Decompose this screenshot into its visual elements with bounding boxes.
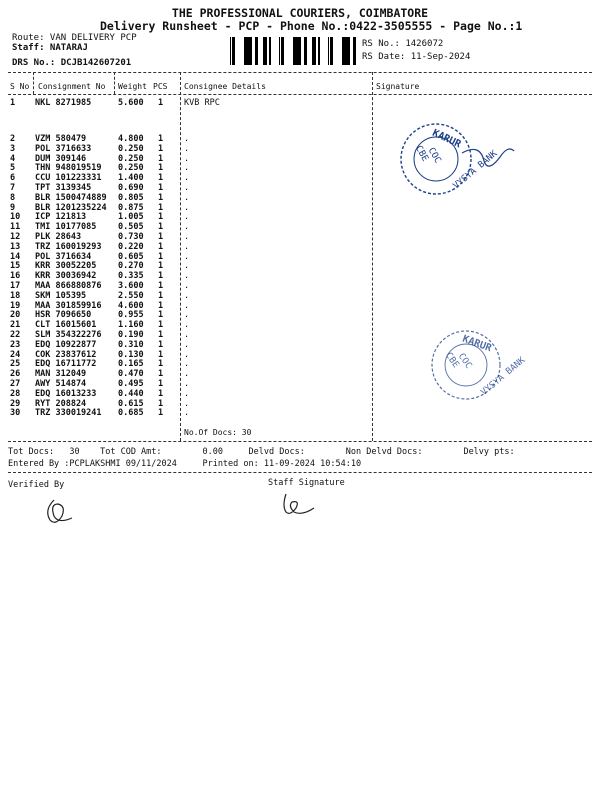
row-weight: 0.310 (118, 339, 144, 350)
divider-footer (8, 472, 592, 473)
row-pcs: 1 (158, 98, 164, 108)
row-pcs: 1 (158, 349, 164, 360)
row-consignee: . (184, 183, 190, 193)
column-header-pcs: PCS (153, 82, 168, 91)
row-weight: 0.690 (118, 183, 144, 193)
row-pcs: 1 (158, 251, 164, 262)
row-consignee: . (184, 241, 190, 252)
row-sno: 14 (10, 251, 21, 262)
row-consignee: . (184, 281, 190, 291)
row-sno: 13 (10, 241, 21, 252)
row-consignee: . (184, 173, 190, 184)
row-weight: 3.600 (118, 281, 144, 291)
row-consignment-no: HSR 7096650 (35, 310, 92, 321)
row-pcs: 1 (158, 202, 164, 213)
row-consignment-no: CLT 16015601 (35, 320, 97, 331)
barcode-image (229, 37, 357, 65)
row-pcs: 1 (158, 290, 164, 301)
row-weight: 0.495 (118, 379, 144, 389)
staff-signature-mark (280, 490, 320, 518)
row-consignee: . (184, 388, 190, 399)
runsheet-title: Delivery Runsheet - PCP - Phone No.:0422-3505555 - Page No.:1 (100, 19, 523, 33)
row-weight: 0.270 (118, 261, 144, 272)
row-sno: 10 (10, 212, 21, 223)
row-pcs: 1 (158, 310, 164, 321)
column-header-sno: S No (10, 82, 30, 91)
row-pcs: 1 (158, 271, 164, 282)
row-consignee: . (184, 290, 190, 301)
row-sno: 27 (10, 379, 21, 389)
row-pcs: 1 (158, 232, 164, 242)
row-sno: 12 (10, 232, 21, 242)
row-sno: 6 (10, 173, 16, 184)
divider-header (8, 94, 592, 95)
rs-date: RS Date: 11-Sep-2024 (362, 52, 471, 62)
row-pcs: 1 (158, 379, 164, 389)
no-of-docs: No.Of Docs: 30 (184, 428, 252, 437)
row-consignee: . (184, 192, 190, 203)
row-consignment-no: VZM 580479 (35, 134, 87, 144)
row-weight: 0.165 (118, 359, 144, 370)
row-consignment-no: RYT 208824 (35, 398, 87, 409)
row-consignee: . (184, 251, 190, 262)
drs-number: DRS No.: DCJB142607201 (12, 58, 132, 68)
row-consignee: . (184, 398, 190, 409)
row-consignment-no: KRR 30052205 (35, 261, 97, 272)
divider-table-end (8, 441, 592, 442)
row-weight: 4.800 (118, 134, 144, 144)
row-sno: 18 (10, 290, 21, 301)
row-pcs: 1 (158, 212, 164, 223)
row-sno: 26 (10, 369, 21, 380)
column-header-consignee: Consignee Details (184, 82, 266, 91)
row-pcs: 1 (158, 300, 164, 311)
row-consignee: . (184, 153, 190, 164)
row-sno: 4 (10, 153, 16, 164)
row-sno: 3 (10, 143, 16, 154)
bank-seal-stamp (392, 113, 522, 203)
row-consignee: . (184, 379, 190, 389)
row-pcs: 1 (158, 359, 164, 370)
row-weight: 0.875 (118, 202, 144, 213)
verifier-signature (40, 496, 80, 528)
row-consignment-no: POL 3716634 (35, 251, 92, 262)
row-consignee: . (184, 310, 190, 321)
row-consignee: . (184, 320, 190, 331)
row-consignee: . (184, 143, 190, 154)
row-consignment-no: AWY 514874 (35, 379, 87, 389)
row-weight: 0.220 (118, 241, 144, 252)
row-pcs: 1 (158, 408, 164, 419)
row-pcs: 1 (158, 339, 164, 350)
row-sno: 2 (10, 134, 16, 144)
row-sno: 30 (10, 408, 21, 419)
row-pcs: 1 (158, 330, 164, 340)
row-pcs: 1 (158, 134, 164, 144)
row-sno: 21 (10, 320, 21, 331)
row-pcs: 1 (158, 241, 164, 252)
row-consignment-no: TRZ 330019241 (35, 408, 102, 419)
row-weight: 0.470 (118, 369, 144, 380)
row-weight: 0.335 (118, 271, 144, 282)
row-weight: 1.400 (118, 173, 144, 184)
row-consignee: . (184, 212, 190, 223)
row-consignee: . (184, 261, 190, 272)
row-sno: 22 (10, 330, 21, 340)
row-consignment-no: SKM 105395 (35, 290, 87, 301)
row-pcs: 1 (158, 222, 164, 233)
route-label: Route: VAN DELIVERY PCP (12, 33, 137, 43)
col-divider (114, 72, 115, 94)
row-weight: 0.190 (118, 330, 144, 340)
row-sno: 17 (10, 281, 21, 291)
row-consignee: . (184, 369, 190, 380)
row-sno: 29 (10, 398, 21, 409)
row-consignment-no: EDQ 16013233 (35, 388, 97, 399)
row-pcs: 1 (158, 153, 164, 164)
svg-text:CBE: CBE (443, 350, 461, 370)
row-sno: 11 (10, 222, 21, 233)
row-sno: 24 (10, 349, 21, 360)
row-pcs: 1 (158, 369, 164, 380)
row-weight: 0.615 (118, 398, 144, 409)
row-sno: 1 (10, 98, 16, 108)
row-sno: 5 (10, 163, 16, 174)
row-weight: 0.250 (118, 163, 144, 174)
row-weight: 1.005 (118, 212, 144, 223)
row-pcs: 1 (158, 183, 164, 193)
rs-number: RS No.: 1426072 (362, 39, 444, 49)
entered-by-line: Entered By :PCPLAKSHMI 09/11/2024 Printed on: 11-09-2024 10:54:10 (8, 459, 362, 469)
row-weight: 0.955 (118, 310, 144, 321)
row-consignee: . (184, 349, 190, 360)
row-weight: 0.605 (118, 251, 144, 262)
row-consignment-no: PLK 28643 (35, 232, 82, 242)
row-consignee: . (184, 134, 190, 144)
row-pcs: 1 (158, 398, 164, 409)
row-consignment-no: ICP 121813 (35, 212, 87, 223)
row-pcs: 1 (158, 388, 164, 399)
row-pcs: 1 (158, 173, 164, 184)
row-weight: 0.505 (118, 222, 144, 233)
row-consignee: . (184, 232, 190, 242)
row-weight: 0.130 (118, 349, 144, 360)
row-pcs: 1 (158, 261, 164, 272)
bank-seal-stamp (420, 320, 528, 410)
row-weight: 4.600 (118, 300, 144, 311)
row-consignment-no: TRZ 160019293 (35, 241, 102, 252)
row-weight: 0.730 (118, 232, 144, 242)
row-consignment-no: DUM 309146 (35, 153, 87, 164)
row-consignment-no: MAA 301859916 (35, 300, 102, 311)
totals-line: Tot Docs: 30 Tot COD Amt: 0.00 Delvd Docs: Non Delvd Docs: Delvy pts: (8, 447, 515, 457)
row-consignee: KVB RPC (184, 98, 220, 108)
row-consignment-no: MAA 866880876 (35, 281, 102, 291)
row-consignment-no: NKL 8271985 (35, 98, 92, 108)
row-weight: 2.550 (118, 290, 144, 301)
row-consignment-no: POL 3716633 (35, 143, 92, 154)
row-weight: 1.160 (118, 320, 144, 331)
row-consignee: . (184, 300, 190, 311)
row-consignment-no: EDQ 10922877 (35, 339, 97, 350)
col-divider (180, 72, 181, 441)
svg-text:COC: COC (455, 351, 474, 371)
row-sno: 25 (10, 359, 21, 370)
row-sno: 8 (10, 192, 16, 203)
row-pcs: 1 (158, 281, 164, 291)
row-sno: 28 (10, 388, 21, 399)
row-sno: 16 (10, 271, 21, 282)
row-sno: 9 (10, 202, 16, 213)
col-divider (33, 72, 34, 94)
row-consignment-no: EDQ 16711772 (35, 359, 97, 370)
svg-text:KARUR: KARUR (460, 333, 493, 355)
svg-text:VYSYA BANK: VYSYA BANK (451, 148, 500, 192)
row-consignment-no: KRR 30036942 (35, 271, 97, 282)
row-consignment-no: CCU 101223331 (35, 173, 102, 184)
row-consignee: . (184, 222, 190, 233)
row-sno: 23 (10, 339, 21, 350)
row-sno: 20 (10, 310, 21, 321)
row-weight: 5.600 (118, 98, 144, 108)
svg-text:VYSYA BANK: VYSYA BANK (479, 355, 528, 398)
row-weight: 0.250 (118, 143, 144, 154)
column-header-consignment: Consignment No (38, 82, 106, 91)
row-consignment-no: COK 23837612 (35, 349, 97, 360)
row-consignee: . (184, 408, 190, 419)
row-sno: 7 (10, 183, 16, 193)
row-consignment-no: BLR 1500474889 (35, 192, 107, 203)
row-consignee: . (184, 163, 190, 174)
col-divider (372, 72, 373, 441)
row-consignment-no: TMI 10177085 (35, 222, 97, 233)
row-weight: 0.685 (118, 408, 144, 419)
row-consignment-no: BLR 1201235224 (35, 202, 107, 213)
row-consignment-no: SLM 354322276 (35, 330, 102, 340)
row-pcs: 1 (158, 192, 164, 203)
row-consignee: . (184, 202, 190, 213)
row-consignment-no: THN 948019519 (35, 163, 102, 174)
row-consignee: . (184, 330, 190, 340)
row-consignee: . (184, 359, 190, 370)
row-weight: 0.805 (118, 192, 144, 203)
row-sno: 19 (10, 300, 21, 311)
row-consignment-no: MAN 312049 (35, 369, 87, 380)
svg-text:CBE: CBE (413, 144, 430, 164)
row-weight: 0.250 (118, 153, 144, 164)
column-header-signature: Signature (376, 82, 420, 91)
divider-top (8, 72, 592, 73)
staff-signature-label: Staff Signature (268, 478, 345, 488)
company-title: THE PROFESSIONAL COURIERS, COIMBATORE (171, 6, 429, 20)
row-consignment-no: TPT 3139345 (35, 183, 92, 193)
row-sno: 15 (10, 261, 21, 272)
row-weight: 0.440 (118, 388, 144, 399)
column-header-weight: Weight (118, 82, 147, 91)
row-consignee: . (184, 339, 190, 350)
row-pcs: 1 (158, 163, 164, 174)
verified-by-label: Verified By (8, 480, 65, 490)
row-pcs: 1 (158, 320, 164, 331)
staff-label: Staff: NATARAJ (12, 43, 88, 53)
row-consignee: . (184, 271, 190, 282)
row-pcs: 1 (158, 143, 164, 154)
svg-text:KARUR: KARUR (430, 127, 463, 151)
svg-text:COC: COC (425, 146, 443, 166)
